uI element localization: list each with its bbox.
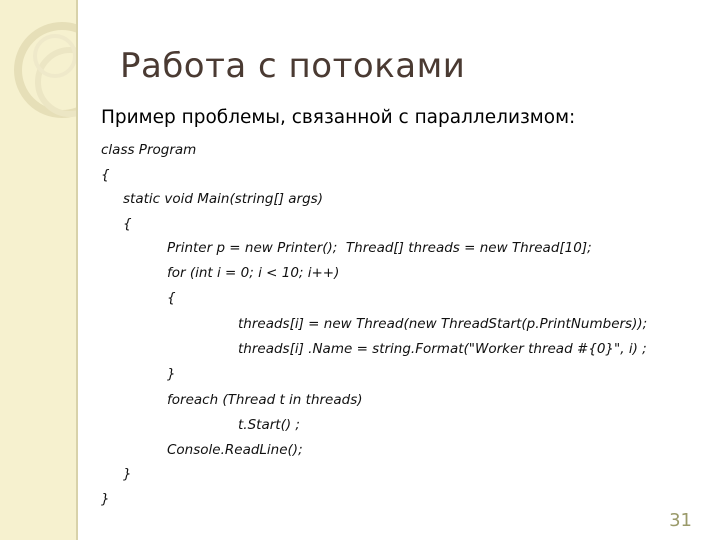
code-line-for-open-brace: { bbox=[167, 290, 176, 306]
code-line-main-close-brace: } bbox=[123, 466, 132, 482]
code-line-for-close-brace: } bbox=[167, 366, 176, 382]
code-line-open-brace: { bbox=[101, 167, 110, 183]
decorative-sidebar bbox=[0, 0, 78, 540]
code-line-thread-create: threads[i] = new Thread(new ThreadStart(p.PrintNumbers)); bbox=[238, 316, 648, 332]
page-number: 31 bbox=[669, 510, 692, 531]
code-line-class-close-brace: } bbox=[101, 491, 110, 507]
code-line-main: static void Main(string[] args) bbox=[123, 191, 323, 207]
code-line-readline: Console.ReadLine(); bbox=[167, 442, 303, 458]
code-line-class: class Program bbox=[101, 142, 197, 158]
decorative-circles bbox=[0, 0, 78, 540]
code-line-main-open-brace: { bbox=[123, 216, 132, 232]
code-line-printer-threads: Printer p = new Printer(); Thread[] threads = new Thread[10]; bbox=[167, 240, 592, 256]
code-line-for: for (int i = 0; i < 10; i++) bbox=[167, 265, 340, 281]
code-line-thread-name: threads[i] .Name = string.Format("Worker thread #{0}", i) ; bbox=[238, 341, 647, 357]
slide-subtitle: Пример проблемы, связанной с параллелизмом: bbox=[101, 107, 576, 128]
slide-title: Работа с потоками bbox=[120, 46, 466, 86]
code-line-start: t.Start() ; bbox=[238, 417, 300, 433]
code-line-foreach: foreach (Thread t in threads) bbox=[167, 392, 363, 408]
